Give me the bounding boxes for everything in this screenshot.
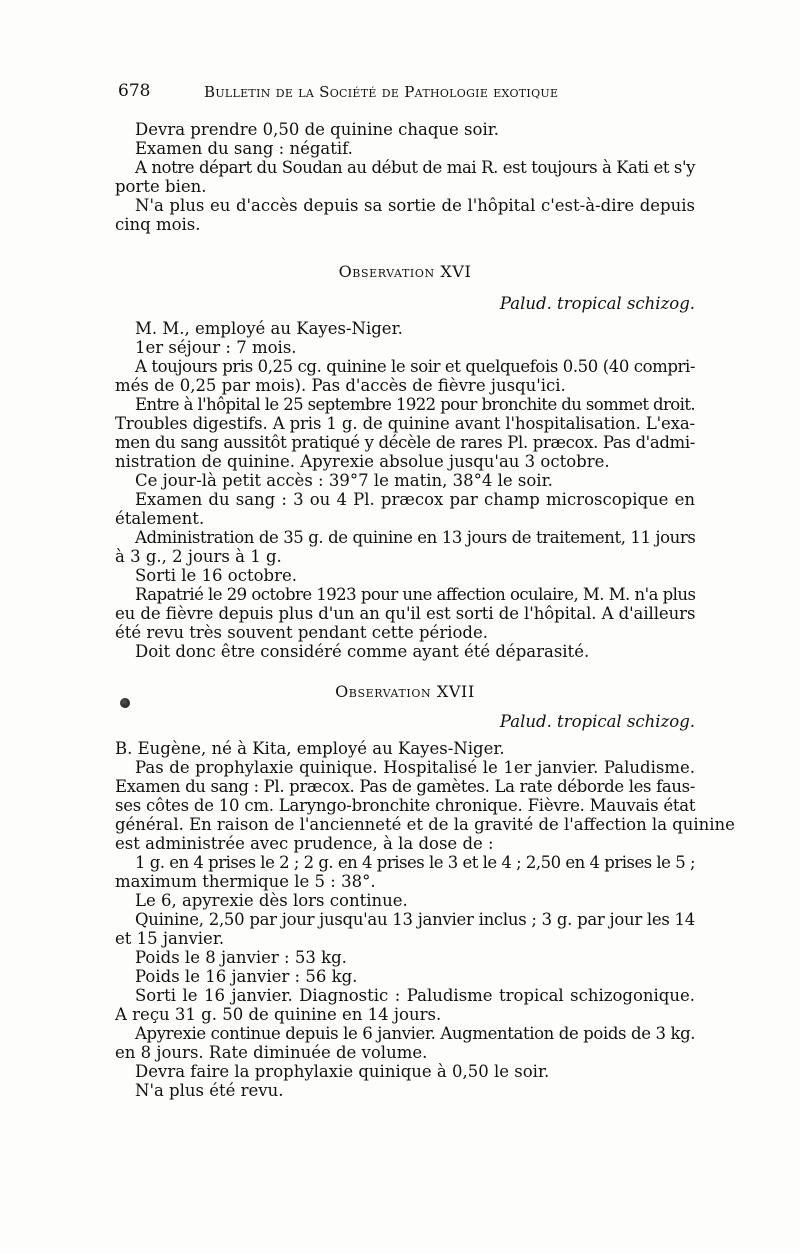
- text-line: ses côtes de 10 cm. Laryngo-bronchite chronique. Fièvre. Mauvais état: [115, 796, 696, 815]
- page-header: [118, 81, 678, 105]
- text-line: nistration de quinine. Apyrexie absolue jusqu'au 3 octobre.: [115, 452, 610, 471]
- text-line: Troubles digestifs. A pris 1 g. de quinine avant l'hospitalisation. L'exa-: [115, 414, 695, 433]
- text-line: et 15 janvier.: [115, 929, 225, 948]
- text-line: Quinine, 2,50 par jour jusqu'au 13 janvier inclus ; 3 g. par jour les 14: [135, 910, 695, 929]
- text-line: porte bien.: [115, 177, 207, 196]
- text-line: Le 6, apyrexie dès lors continue.: [135, 891, 408, 910]
- section-title: Observation XVII: [335, 682, 475, 701]
- section-subtitle: Palud. tropical schizog.: [499, 712, 695, 731]
- text-line: A reçu 31 g. 50 de quinine en 14 jours.: [115, 1005, 442, 1024]
- text-line: A toujours pris 0,25 cg. quinine le soir et quelquefois 0.50 (40 compri-: [135, 357, 696, 376]
- text-line: maximum thermique le 5 : 38°.: [115, 872, 376, 891]
- text-line: B. Eugène, né à Kita, employé au Kayes-Niger.: [115, 739, 505, 758]
- text-line: A notre départ du Soudan au début de mai R. est toujours à Kati et s'y: [135, 158, 695, 177]
- text-line: Administration de 35 g. de quinine en 13 jours de traitement, 11 jours: [135, 528, 696, 547]
- text-line: 1 g. en 4 prises le 2 ; 2 g. en 4 prises le 3 et le 4 ; 2,50 en 4 prises le 5 ;: [135, 853, 695, 872]
- text-line: en 8 jours. Rate diminuée de volume.: [115, 1043, 428, 1062]
- text-line: Examen du sang : Pl. præcox. Pas de gamètes. La rate déborde les faus-: [115, 777, 695, 796]
- text-line: Poids le 8 janvier : 53 kg.: [135, 948, 347, 967]
- text-line: Rapatrié le 29 octobre 1923 pour une affection oculaire, M. M. n'a plus: [135, 585, 696, 604]
- text-line: général. En raison de l'ancienneté et de la gravité de l'affection la quinine: [115, 815, 735, 834]
- text-line: N'a plus été revu.: [135, 1081, 284, 1100]
- text-line: étalement.: [115, 509, 205, 528]
- section-title: Observation XVI: [338, 262, 472, 281]
- text-line: Apyrexie continue depuis le 6 janvier. Augmentation de poids de 3 kg.: [135, 1024, 696, 1043]
- text-line: Entre à l'hôpital le 25 septembre 1922 pour bronchite du sommet droit.: [135, 395, 695, 414]
- section-subtitle: Palud. tropical schizog.: [499, 294, 695, 313]
- text-line: Devra prendre 0,50 de quinine chaque soir.: [135, 120, 500, 139]
- text-line: à 3 g., 2 jours à 1 g.: [115, 547, 282, 566]
- text-line: M. M., employé au Kayes-Niger.: [135, 319, 403, 338]
- page-number: 678: [118, 81, 151, 101]
- text-line: men du sang aussitôt pratiqué y décèle de rares Pl. præcox. Pas d'admi-: [115, 433, 695, 452]
- text-line: Sorti le 16 janvier. Diagnostic : Paludisme tropical schizogonique.: [135, 986, 695, 1005]
- text-line: Pas de prophylaxie quinique. Hospitalisé le 1er janvier. Paludisme.: [135, 758, 695, 777]
- text-line: cinq mois.: [115, 215, 201, 234]
- running-title: Bulletin de la Société de Pathologie exotique: [204, 83, 559, 101]
- text-line: més de 0,25 par mois). Pas d'accès de fièvre jusqu'ici.: [115, 376, 566, 395]
- text-line: Examen du sang : négatif.: [135, 139, 353, 158]
- text-line: été revu très souvent pendant cette période.: [115, 623, 488, 642]
- text-line: Devra faire la prophylaxie quinique à 0,50 le soir.: [135, 1062, 550, 1081]
- text-line: est administrée avec prudence, à la dose de :: [115, 834, 494, 853]
- text-line: Doit donc être considéré comme ayant été déparasité.: [135, 642, 590, 661]
- text-line: eu de fièvre depuis plus d'un an qu'il est sorti de l'hôpital. A d'ailleurs: [115, 604, 696, 623]
- text-line: Poids le 16 janvier : 56 kg.: [135, 967, 358, 986]
- text-line: 1er séjour : 7 mois.: [135, 338, 297, 357]
- text-line: Sorti le 16 octobre.: [135, 566, 298, 585]
- text-line: Ce jour-là petit accès : 39°7 le matin, 38°4 le soir.: [135, 471, 553, 490]
- text-line: Examen du sang : 3 ou 4 Pl. præcox par champ microscopique en: [135, 490, 695, 509]
- text-line: N'a plus eu d'accès depuis sa sortie de l'hôpital c'est-à-dire depuis: [135, 196, 695, 215]
